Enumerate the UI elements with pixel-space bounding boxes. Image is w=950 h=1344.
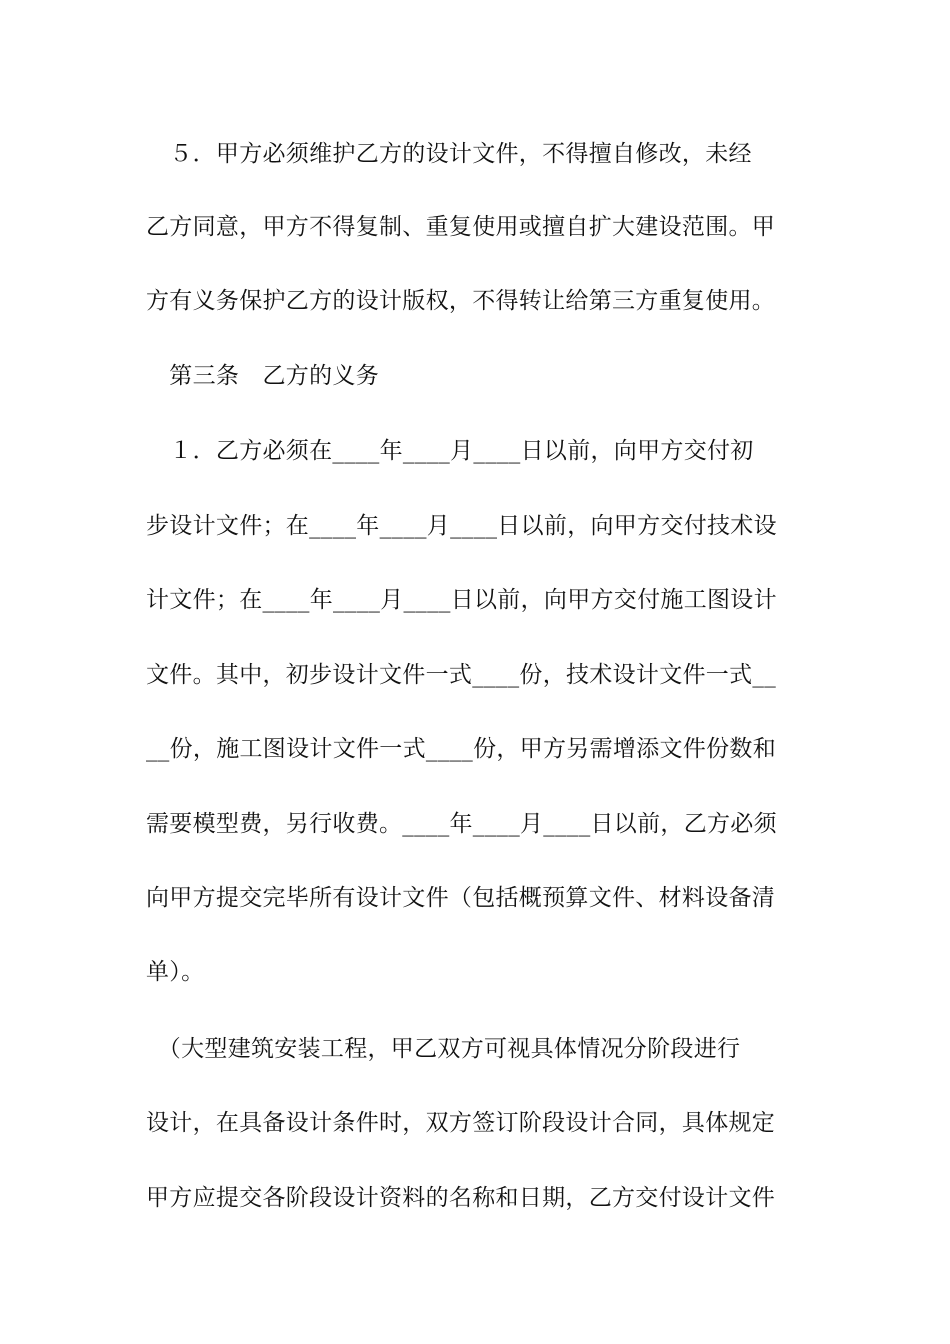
text-line-11: 向甲方提交完毕所有设计文件（包括概预算文件、材料设备清 <box>146 885 776 911</box>
text-line-14: 设计，在具备设计条件时，双方签订阶段设计合同，具体规定 <box>146 1110 776 1136</box>
text-line-12: 单）。 <box>146 959 205 985</box>
text-line-8: 文件。其中，初步设计文件一式____份，技术设计文件一式__ <box>146 662 776 688</box>
text-line-5: １．乙方必须在____年____月____日以前，向甲方交付初 <box>146 438 754 464</box>
text-line-13: （大型建筑安装工程，甲乙双方可视具体情况分阶段进行 <box>146 1036 741 1062</box>
text-line-7: 计文件；在____年____月____日以前，向甲方交付施工图设计 <box>146 587 777 613</box>
text-line-6: 步设计文件；在____年____月____日以前，向甲方交付技术设 <box>146 513 777 539</box>
text-line-1: ５．甲方必须维护乙方的设计文件，不得擅自修改，未经 <box>146 141 752 167</box>
text-line-9: __份，施工图设计文件一式____份，甲方另需增添文件份数和 <box>146 736 776 762</box>
text-line-3: 方有义务保护乙方的设计版权，不得转让给第三方重复使用。 <box>146 288 776 314</box>
text-line-2: 乙方同意，甲方不得复制、重复使用或擅自扩大建设范围。甲 <box>146 214 776 240</box>
section-heading: 第三条 乙方的义务 <box>146 363 379 389</box>
text-line-15: 甲方应提交各阶段设计资料的名称和日期，乙方交付设计文件 <box>146 1185 776 1211</box>
text-line-10: 需要模型费，另行收费。____年____月____日以前，乙方必须 <box>146 811 777 837</box>
